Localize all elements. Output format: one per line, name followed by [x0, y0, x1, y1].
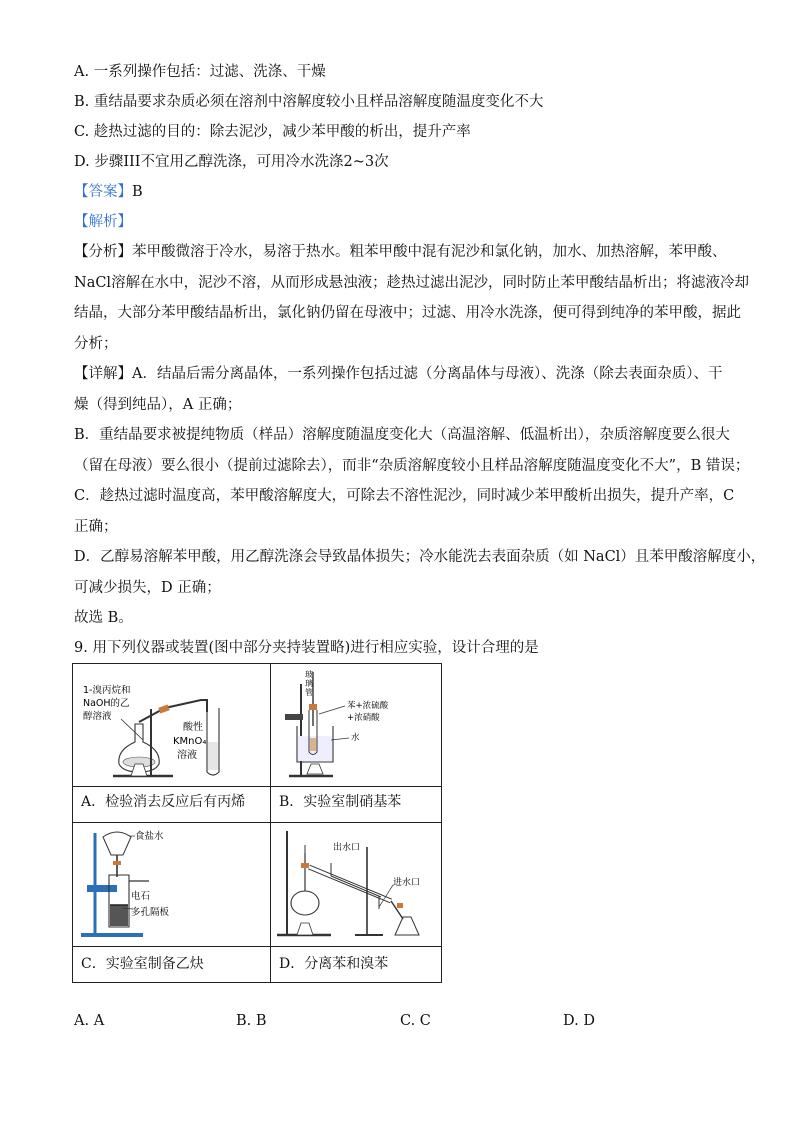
svg-text:1-溴丙烷和: 1-溴丙烷和: [83, 685, 131, 696]
apparatus-a-figure: [73, 664, 270, 786]
option-d-text: D. 步骤III不宜用乙醇洗涤，可用冷水洗涤2~3次: [74, 154, 389, 170]
option-a-text: A. 一系列操作包括：过滤、洗涤、干燥: [74, 64, 326, 80]
svg-text:电石: 电石: [131, 891, 151, 902]
svg-text:酸性: 酸性: [183, 722, 203, 733]
apparatus-d-caption: D．分离苯和溴苯: [279, 956, 389, 972]
svg-text:NaOH的乙: NaOH的乙: [83, 698, 130, 709]
detail-tag: 【详解】: [74, 366, 132, 382]
apparatus-b-caption: B．实验室制硝基苯: [279, 794, 402, 810]
detail-line-a2: 燥（得到纯品），A 正确；: [74, 397, 242, 413]
apparatus-c-caption: C．实验室制备乙炔: [81, 956, 204, 972]
analysis-line-4: 分析；: [74, 336, 118, 352]
svg-text:出水口: 出水口: [333, 843, 361, 853]
detail-line-a1: [74, 364, 722, 384]
detail-a1-text: A．结晶后需分离晶体，一系列操作包括过滤（分离晶体与母液）、洗涤（除去表面杂质）、干: [132, 366, 723, 382]
svg-text:醇溶液: 醇溶液: [83, 711, 112, 722]
apparatus-a-caption: A．检验消去反应后有丙烯: [81, 794, 246, 810]
svg-text:KMnO₄: KMnO₄: [173, 736, 207, 747]
apparatus-table: [72, 663, 442, 983]
choice-d[interactable]: D. D: [563, 1013, 595, 1029]
detail-line-b1: B．重结晶要求被提纯物质（样品）溶解度随温度变化大（高温溶解、低温析出），杂质溶解度要么很大: [74, 427, 730, 443]
answer-tag: 【答案】: [74, 184, 132, 200]
choice-b[interactable]: B. B: [236, 1013, 267, 1029]
analysis-line-3: 结晶，大部分苯甲酸结晶析出，氯化钠仍留在母液中；过滤、用冷水洗涤，便可得到纯净的苯甲酸，据此: [74, 305, 741, 321]
detail-line-b2: （留在母液）要么很小（提前过滤除去），而非“杂质溶解度较小且样品溶解度随温度变化不大”，B 错误；: [74, 458, 750, 474]
detail-line-d2: 可减少损失，D 正确；: [74, 580, 221, 596]
svg-text:溶液: 溶液: [177, 750, 197, 761]
svg-text:食盐水: 食盐水: [135, 831, 164, 842]
svg-text:玻: 玻: [305, 670, 313, 679]
detail-line-c1: C．趁热过滤时温度高，苯甲酸溶解度大，可除去不溶性泥沙，同时减少苯甲酸析出损失，提升产率，C: [74, 488, 735, 504]
option-c-text: C. 趁热过滤的目的：除去泥沙，减少苯甲酸的析出，提升产率: [74, 124, 471, 140]
analysis-line-1: [74, 242, 727, 262]
svg-text:水: 水: [351, 733, 360, 743]
apparatus-b-figure: [271, 664, 441, 786]
svg-text:管: 管: [305, 688, 313, 697]
detail-line-c2: 正确；: [74, 519, 118, 535]
apparatus-d-figure: [271, 823, 441, 946]
svg-text:多孔隔板: 多孔隔板: [131, 907, 170, 918]
detail-line-d1: D．乙醇易溶解苯甲酸，用乙醇洗涤会导致晶体损失；冷水能洗去表面杂质（如 NaCl）且苯甲酸溶解度小，: [74, 549, 766, 565]
apparatus-c-figure: [73, 823, 270, 946]
analysis-heading: 【解析】: [74, 214, 132, 230]
svg-text:进水口: 进水口: [393, 878, 421, 888]
analysis-text-1: 苯甲酸微溶于冷水，易溶于热水。粗苯甲酸中混有泥沙和氯化钠，加水、加热溶解，苯甲酸、: [132, 244, 727, 260]
question-9-stem: 9. 用下列仪器或装置(图中部分夹持装置略)进行相应实验，设计合理的是: [74, 640, 539, 656]
answer-value: B: [132, 184, 143, 200]
table-divider-1: [73, 786, 441, 787]
option-b-text: B. 重结晶要求杂质必须在溶剂中溶解度较小且样品溶解度随温度变化不大: [74, 94, 544, 110]
answer-line: [74, 182, 143, 202]
choice-c[interactable]: C. C: [400, 1013, 431, 1029]
analysis-tag: 【分析】: [74, 244, 132, 260]
svg-text:苯+浓硫酸: 苯+浓硫酸: [347, 701, 389, 711]
svg-text:+浓硝酸: +浓硝酸: [347, 713, 380, 723]
choice-a[interactable]: A. A: [74, 1013, 105, 1029]
svg-text:璃: 璃: [305, 679, 313, 688]
analysis-line-2: NaCl溶解在水中，泥沙不溶，从而形成悬浊液；趁热过滤出泥沙，同时防止苯甲酸结晶析出；将滤液冷却: [74, 275, 750, 291]
detail-conclusion: 故选 B。: [74, 610, 133, 626]
table-divider-3: [73, 946, 441, 947]
